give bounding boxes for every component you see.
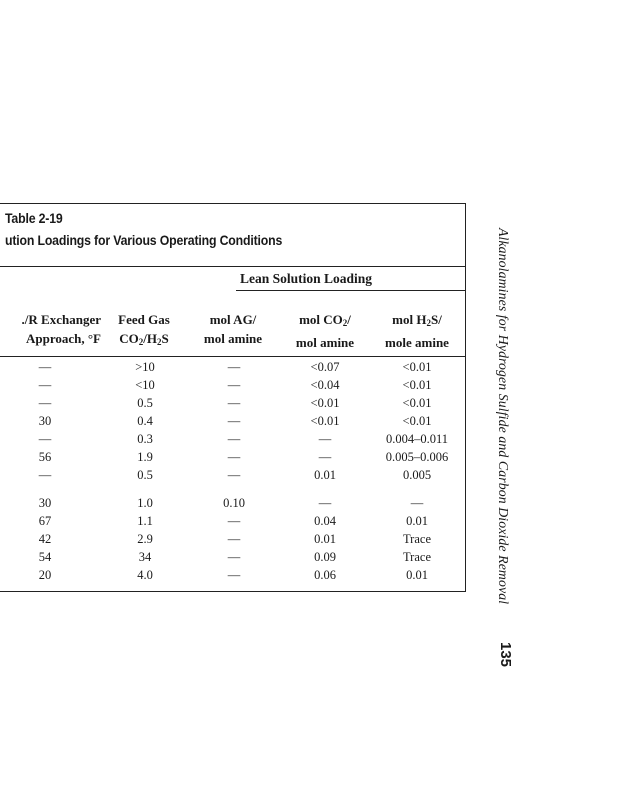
table-cell-co2: 0.01 bbox=[314, 532, 336, 546]
col-header-approach bbox=[0, 310, 101, 348]
table-cell-h2s: <0.01 bbox=[402, 378, 432, 392]
table-cell-ag: — bbox=[227, 550, 241, 564]
table-cell-approach: 54 bbox=[38, 550, 52, 564]
col-header-h2s-line1: mol $H_2S/$ bbox=[392, 312, 442, 328]
group-header: Lean Solution Loading bbox=[240, 271, 373, 286]
table-cell-ag: 0.10 bbox=[223, 496, 245, 510]
col-header-approach-line2: Approach, °F bbox=[25, 331, 101, 346]
table-cell-ag: — bbox=[227, 360, 241, 374]
table-cell-feed: 1.0 bbox=[137, 496, 153, 510]
table-cell-h2s: <0.01 bbox=[402, 414, 432, 428]
table-cell-feed: 2.9 bbox=[137, 532, 153, 546]
table-cell-h2s: 0.01 bbox=[406, 568, 428, 582]
table-cell-feed: >10 bbox=[135, 360, 155, 374]
col-header-ag bbox=[190, 310, 276, 348]
running-head: Alkanolamines for Hydrogen Sulfide and Carbon Dioxide Removal bbox=[496, 228, 511, 605]
table-cell-h2s: <0.01 bbox=[402, 396, 432, 410]
col-header-feed-line1: Feed Gas bbox=[118, 312, 170, 327]
table-cell-approach: 67 bbox=[38, 514, 52, 528]
table-cell-ag: — bbox=[227, 468, 241, 482]
table-cell-h2s: Trace bbox=[402, 532, 431, 546]
table-cell-co2: 0.04 bbox=[314, 514, 336, 528]
table-cell-feed: 1.1 bbox=[137, 514, 153, 528]
table-cell-approach: — bbox=[38, 468, 52, 482]
table-cell-approach: 30 bbox=[38, 496, 52, 510]
table-cell-co2: 0.01 bbox=[314, 468, 336, 482]
table-cell-co2: 0.09 bbox=[314, 550, 336, 564]
group-rule bbox=[236, 290, 466, 291]
table-cell-co2: <0.04 bbox=[310, 378, 340, 392]
table-cell-feed: 0.4 bbox=[137, 414, 153, 428]
table-cell-co2: <0.01 bbox=[310, 414, 340, 428]
table-cell-ag: — bbox=[227, 532, 241, 546]
table-cell-h2s: 0.004–0.011 bbox=[385, 432, 449, 446]
table-title: ution Loadings for Various Operating Conditions bbox=[5, 232, 283, 248]
table-cell-ag: — bbox=[227, 568, 241, 582]
table-cell-feed: 0.5 bbox=[137, 468, 153, 482]
table-cell-co2: — bbox=[318, 496, 332, 510]
table-cell-feed: 0.3 bbox=[137, 432, 153, 446]
col-header-approach-line1: ./R Exchanger bbox=[21, 312, 101, 327]
table-cell-h2s: 0.005 bbox=[402, 468, 432, 482]
table-cell-h2s: — bbox=[410, 496, 424, 510]
table-cell-approach: — bbox=[38, 396, 52, 410]
table-cell-approach: 42 bbox=[38, 532, 52, 546]
table-cell-ag: — bbox=[227, 514, 241, 528]
table-cell-approach: — bbox=[38, 378, 52, 392]
table-cell-h2s: <0.01 bbox=[402, 360, 432, 374]
table-cell-h2s: 0.005–0.006 bbox=[385, 450, 449, 464]
table-cell-feed: 1.9 bbox=[137, 450, 153, 464]
table-cell-co2: — bbox=[318, 432, 332, 446]
table-cell-approach: 56 bbox=[38, 450, 52, 464]
col-header-h2s-line2: mole amine bbox=[385, 335, 449, 350]
table-cell-approach: — bbox=[38, 432, 52, 446]
table-cell-feed: 4.0 bbox=[137, 568, 153, 582]
table-number: Table 2-19 bbox=[5, 210, 63, 226]
table-cell-feed: 34 bbox=[138, 550, 152, 564]
col-header-ag-line1: mol AG/ bbox=[209, 312, 257, 327]
table-cell-feed: <10 bbox=[135, 378, 155, 392]
page-number: 135 bbox=[497, 642, 514, 668]
table-cell-feed: 0.5 bbox=[137, 396, 153, 410]
col-header-co2 bbox=[282, 310, 368, 352]
column-header-rule bbox=[0, 356, 466, 357]
col-header-co2-line2: mol amine bbox=[295, 335, 355, 350]
table-cell-ag: — bbox=[227, 414, 241, 428]
table-cell-approach: — bbox=[38, 360, 52, 374]
table-cell-h2s: Trace bbox=[402, 550, 431, 564]
table-cell-approach: 30 bbox=[38, 414, 52, 428]
table-cell-approach: 20 bbox=[38, 568, 52, 582]
table-cell-ag: — bbox=[227, 432, 241, 446]
table-cell-co2: <0.01 bbox=[310, 396, 340, 410]
table-cell-h2s: 0.01 bbox=[406, 514, 428, 528]
table-cell-ag: — bbox=[227, 378, 241, 392]
table-cell-co2: <0.07 bbox=[310, 360, 340, 374]
table-cell-co2: — bbox=[318, 450, 332, 464]
col-header-feed-line2: $CO_2/H_2S$ bbox=[119, 331, 169, 347]
header-rule bbox=[0, 266, 466, 267]
table-cell-co2: 0.06 bbox=[314, 568, 336, 582]
table-cell-ag: — bbox=[227, 450, 241, 464]
col-header-h2s bbox=[372, 310, 462, 352]
col-header-co2-line1: mol $CO_2/$ bbox=[299, 312, 351, 328]
col-header-feed bbox=[104, 310, 184, 352]
table-cell-ag: — bbox=[227, 396, 241, 410]
col-header-ag-line2: mol amine bbox=[203, 331, 263, 346]
